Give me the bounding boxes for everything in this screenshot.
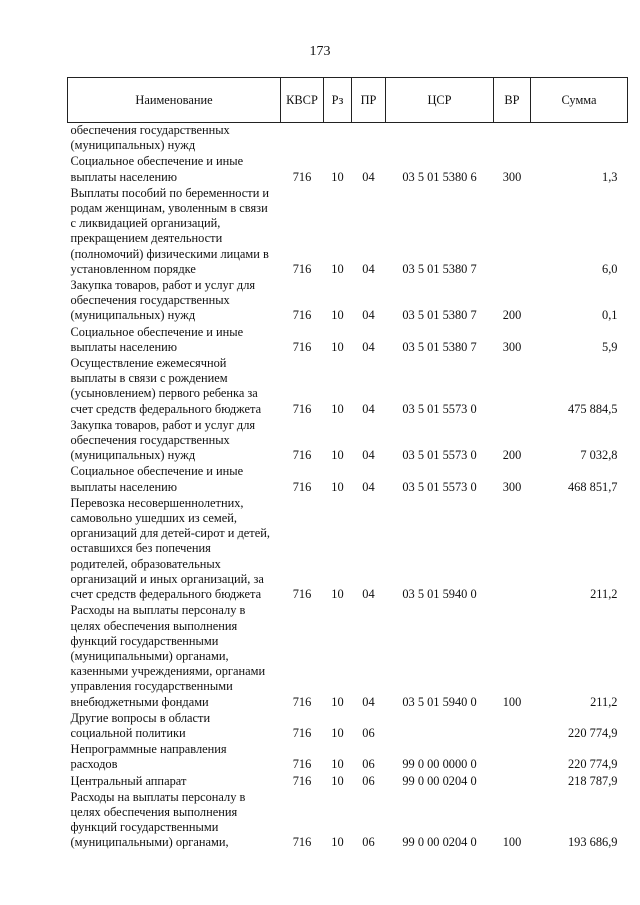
row-name-line: выплаты населению [70,339,177,354]
row-vr: 100 [502,694,522,709]
row-vr [494,495,531,602]
row-name-line: Закупка товаров, работ и услуг для [70,417,256,432]
row-name-line: целях обеспечения выполнения [70,618,238,633]
row-name-line: (полномочий) физическими лицами в [70,246,269,261]
table-row [68,277,628,324]
row-name-line: расходов [70,757,118,772]
row-sum [531,123,628,154]
row-csr: 03 5 01 5573 0 [402,479,477,494]
row-csr: 03 5 01 5380 7 [402,308,477,323]
row-name [68,710,281,741]
row-vr [494,355,531,417]
row-kvsr: 716 [292,448,312,463]
table-row [68,463,628,494]
row-name-line: организаций и иных организаций, за [70,571,264,586]
row-vr [494,123,531,154]
row-rz: 10 [331,835,344,850]
row-sum: 220 774,9 [567,757,618,772]
row-csr: 99 0 00 0204 0 [402,835,477,850]
row-name-line: Социальное обеспечение и иные [70,324,244,339]
row-name-line: внебюджетными фондами [70,694,209,709]
row-name-line: выплаты в связи с рождением [70,371,228,386]
row-pr [352,123,386,154]
row-name-line: Выплаты пособий по беременности и [70,185,270,200]
row-name-line: самовольно ушедших из семей, [70,511,237,526]
header-sum: Сумма [531,78,628,123]
row-sum: 475 884,5 [567,401,618,416]
row-sum: 1,3 [602,169,618,184]
row-rz [324,123,352,154]
table-row [68,185,628,277]
row-name-line: казенными учреждениями, органами [70,664,266,679]
row-sum: 220 774,9 [567,725,618,740]
row-name [68,153,281,184]
row-kvsr [281,123,324,154]
row-sum: 193 686,9 [567,835,618,850]
header-pr: ПР [352,78,386,123]
row-name-line: Социальное обеспечение и иные [70,464,244,479]
table-row [68,741,628,772]
row-name-line: целях обеспечения выполнения [70,804,238,819]
row-name-line: Непрограммные направления [70,742,227,757]
row-name-line: счет средств федерального бюджета [70,587,262,602]
row-vr [494,773,531,789]
row-sum: 211,2 [590,694,618,709]
row-csr: 03 5 01 5380 6 [402,169,477,184]
row-name-line: Расходы на выплаты персоналу в [70,603,246,618]
row-pr: 06 [362,773,375,788]
row-rz: 10 [331,448,344,463]
row-name-line: Другие вопросы в области [70,710,211,725]
row-kvsr: 716 [292,694,312,709]
row-kvsr: 716 [292,169,312,184]
table-body [68,123,628,851]
row-name-line: (муниципальных) нужд [70,448,196,463]
row-rz: 10 [331,308,344,323]
row-name-line: счет средств федерального бюджета [70,401,262,416]
row-sum: 468 851,7 [567,479,618,494]
table-row [68,773,628,789]
row-name-line: организаций для детей-сирот и детей, [70,526,270,541]
row-csr: 03 5 01 5573 0 [402,448,477,463]
row-name-line: оставшихся без попечения [70,541,211,556]
row-name-line: обеспечения государственных [70,433,230,448]
row-name [68,355,281,417]
row-name-line: (муниципальными) органами, [70,835,229,850]
table-row [68,324,628,355]
table-row [68,710,628,741]
row-name-line: функций государственными [70,633,219,648]
row-rz: 10 [331,725,344,740]
row-name [68,495,281,602]
row-csr: 99 0 00 0204 0 [402,773,477,788]
row-kvsr: 716 [292,773,312,788]
header-vr: ВР [494,78,531,123]
row-pr: 04 [362,308,375,323]
table-row [68,602,628,709]
row-rz: 10 [331,587,344,602]
page-number: 173 [309,44,331,59]
row-name-line: социальной политики [70,725,186,740]
row-vr [494,741,531,772]
row-vr: 300 [502,479,522,494]
row-pr: 04 [362,401,375,416]
row-rz: 10 [331,401,344,416]
row-name-line: Социальное обеспечение и иные [70,154,244,169]
row-kvsr: 716 [292,725,312,740]
row-sum: 0,1 [602,308,618,323]
row-pr: 04 [362,261,375,276]
row-pr: 06 [362,835,375,850]
row-vr [494,185,531,277]
row-name-line: (муниципальными) органами, [70,648,229,663]
row-name-line: родителей, образовательных [70,556,221,571]
row-rz: 10 [331,169,344,184]
header-csr: ЦСР [386,78,494,123]
row-name-line: с ликвидацией организаций, [70,216,221,231]
row-name-line: (муниципальных) нужд [70,138,196,153]
row-vr: 100 [502,835,522,850]
row-kvsr: 716 [292,339,312,354]
row-kvsr: 716 [292,587,312,602]
row-name-line: Расходы на выплаты персоналу в [70,789,246,804]
row-csr: 99 0 00 0000 0 [402,757,477,772]
row-rz: 10 [331,339,344,354]
row-name-line: прекращением деятельности [70,231,223,246]
row-kvsr: 716 [292,261,312,276]
row-pr: 04 [362,339,375,354]
row-pr: 04 [362,448,375,463]
budget-table [67,77,628,851]
row-name-line: Центральный аппарат [70,773,187,788]
row-pr: 06 [362,757,375,772]
row-name-line: (муниципальных) нужд [70,308,196,323]
row-pr: 04 [362,694,375,709]
row-name [68,185,281,277]
row-name [68,123,281,154]
row-rz: 10 [331,261,344,276]
row-name-line: (усыновлением) первого ребенка за [70,386,258,401]
row-pr: 04 [362,169,375,184]
row-rz: 10 [331,479,344,494]
table-row [68,123,628,154]
row-name-line: выплаты населению [70,169,177,184]
row-name [68,741,281,772]
row-name [68,417,281,464]
table-header [68,78,628,123]
row-name-line: родам женщинам, уволенным в связи [70,201,268,216]
row-vr: 300 [502,169,522,184]
row-rz: 10 [331,694,344,709]
row-name [68,277,281,324]
row-csr [386,710,494,741]
row-rz: 10 [331,773,344,788]
row-vr [494,710,531,741]
row-sum: 5,9 [602,339,618,354]
table-row [68,495,628,602]
header-rz: Рз [324,78,352,123]
row-vr: 200 [502,308,522,323]
row-rz: 10 [331,757,344,772]
row-name-line: Осуществление ежемесячной [70,356,227,371]
row-name [68,602,281,709]
table-row [68,417,628,464]
header-name: Наименование [68,78,281,123]
table-row [68,355,628,417]
row-kvsr: 716 [292,835,312,850]
row-csr: 03 5 01 5940 0 [402,694,477,709]
row-sum: 211,2 [590,587,618,602]
row-kvsr: 716 [292,401,312,416]
row-sum: 7 032,8 [580,448,618,463]
row-pr: 04 [362,479,375,494]
header-kvsr: КВСР [281,78,324,123]
row-vr: 200 [502,448,522,463]
row-name [68,773,281,789]
row-name-line: установленном порядке [70,261,196,276]
row-kvsr: 716 [292,757,312,772]
row-csr [386,123,494,154]
row-name-line: обеспечения государственных [70,293,230,308]
row-kvsr: 716 [292,308,312,323]
row-name-line: Закупка товаров, работ и услуг для [70,278,256,293]
row-csr: 03 5 01 5940 0 [402,587,477,602]
row-sum: 6,0 [602,261,618,276]
row-name-line: функций государственными [70,820,219,835]
row-name [68,789,281,851]
row-csr: 03 5 01 5573 0 [402,401,477,416]
row-kvsr: 716 [292,479,312,494]
row-name-line: обеспечения государственных [70,123,230,137]
table-row [68,789,628,851]
table-row [68,153,628,184]
row-csr: 03 5 01 5380 7 [402,261,477,276]
row-name [68,324,281,355]
row-name-line: выплаты населению [70,479,177,494]
row-vr: 300 [502,339,522,354]
row-name [68,463,281,494]
row-pr: 06 [362,725,375,740]
row-sum: 218 787,9 [567,773,618,788]
row-pr: 04 [362,587,375,602]
row-name-line: Перевозка несовершеннолетних, [70,495,244,510]
row-csr: 03 5 01 5380 7 [402,339,477,354]
row-name-line: управления государственными [70,679,233,694]
